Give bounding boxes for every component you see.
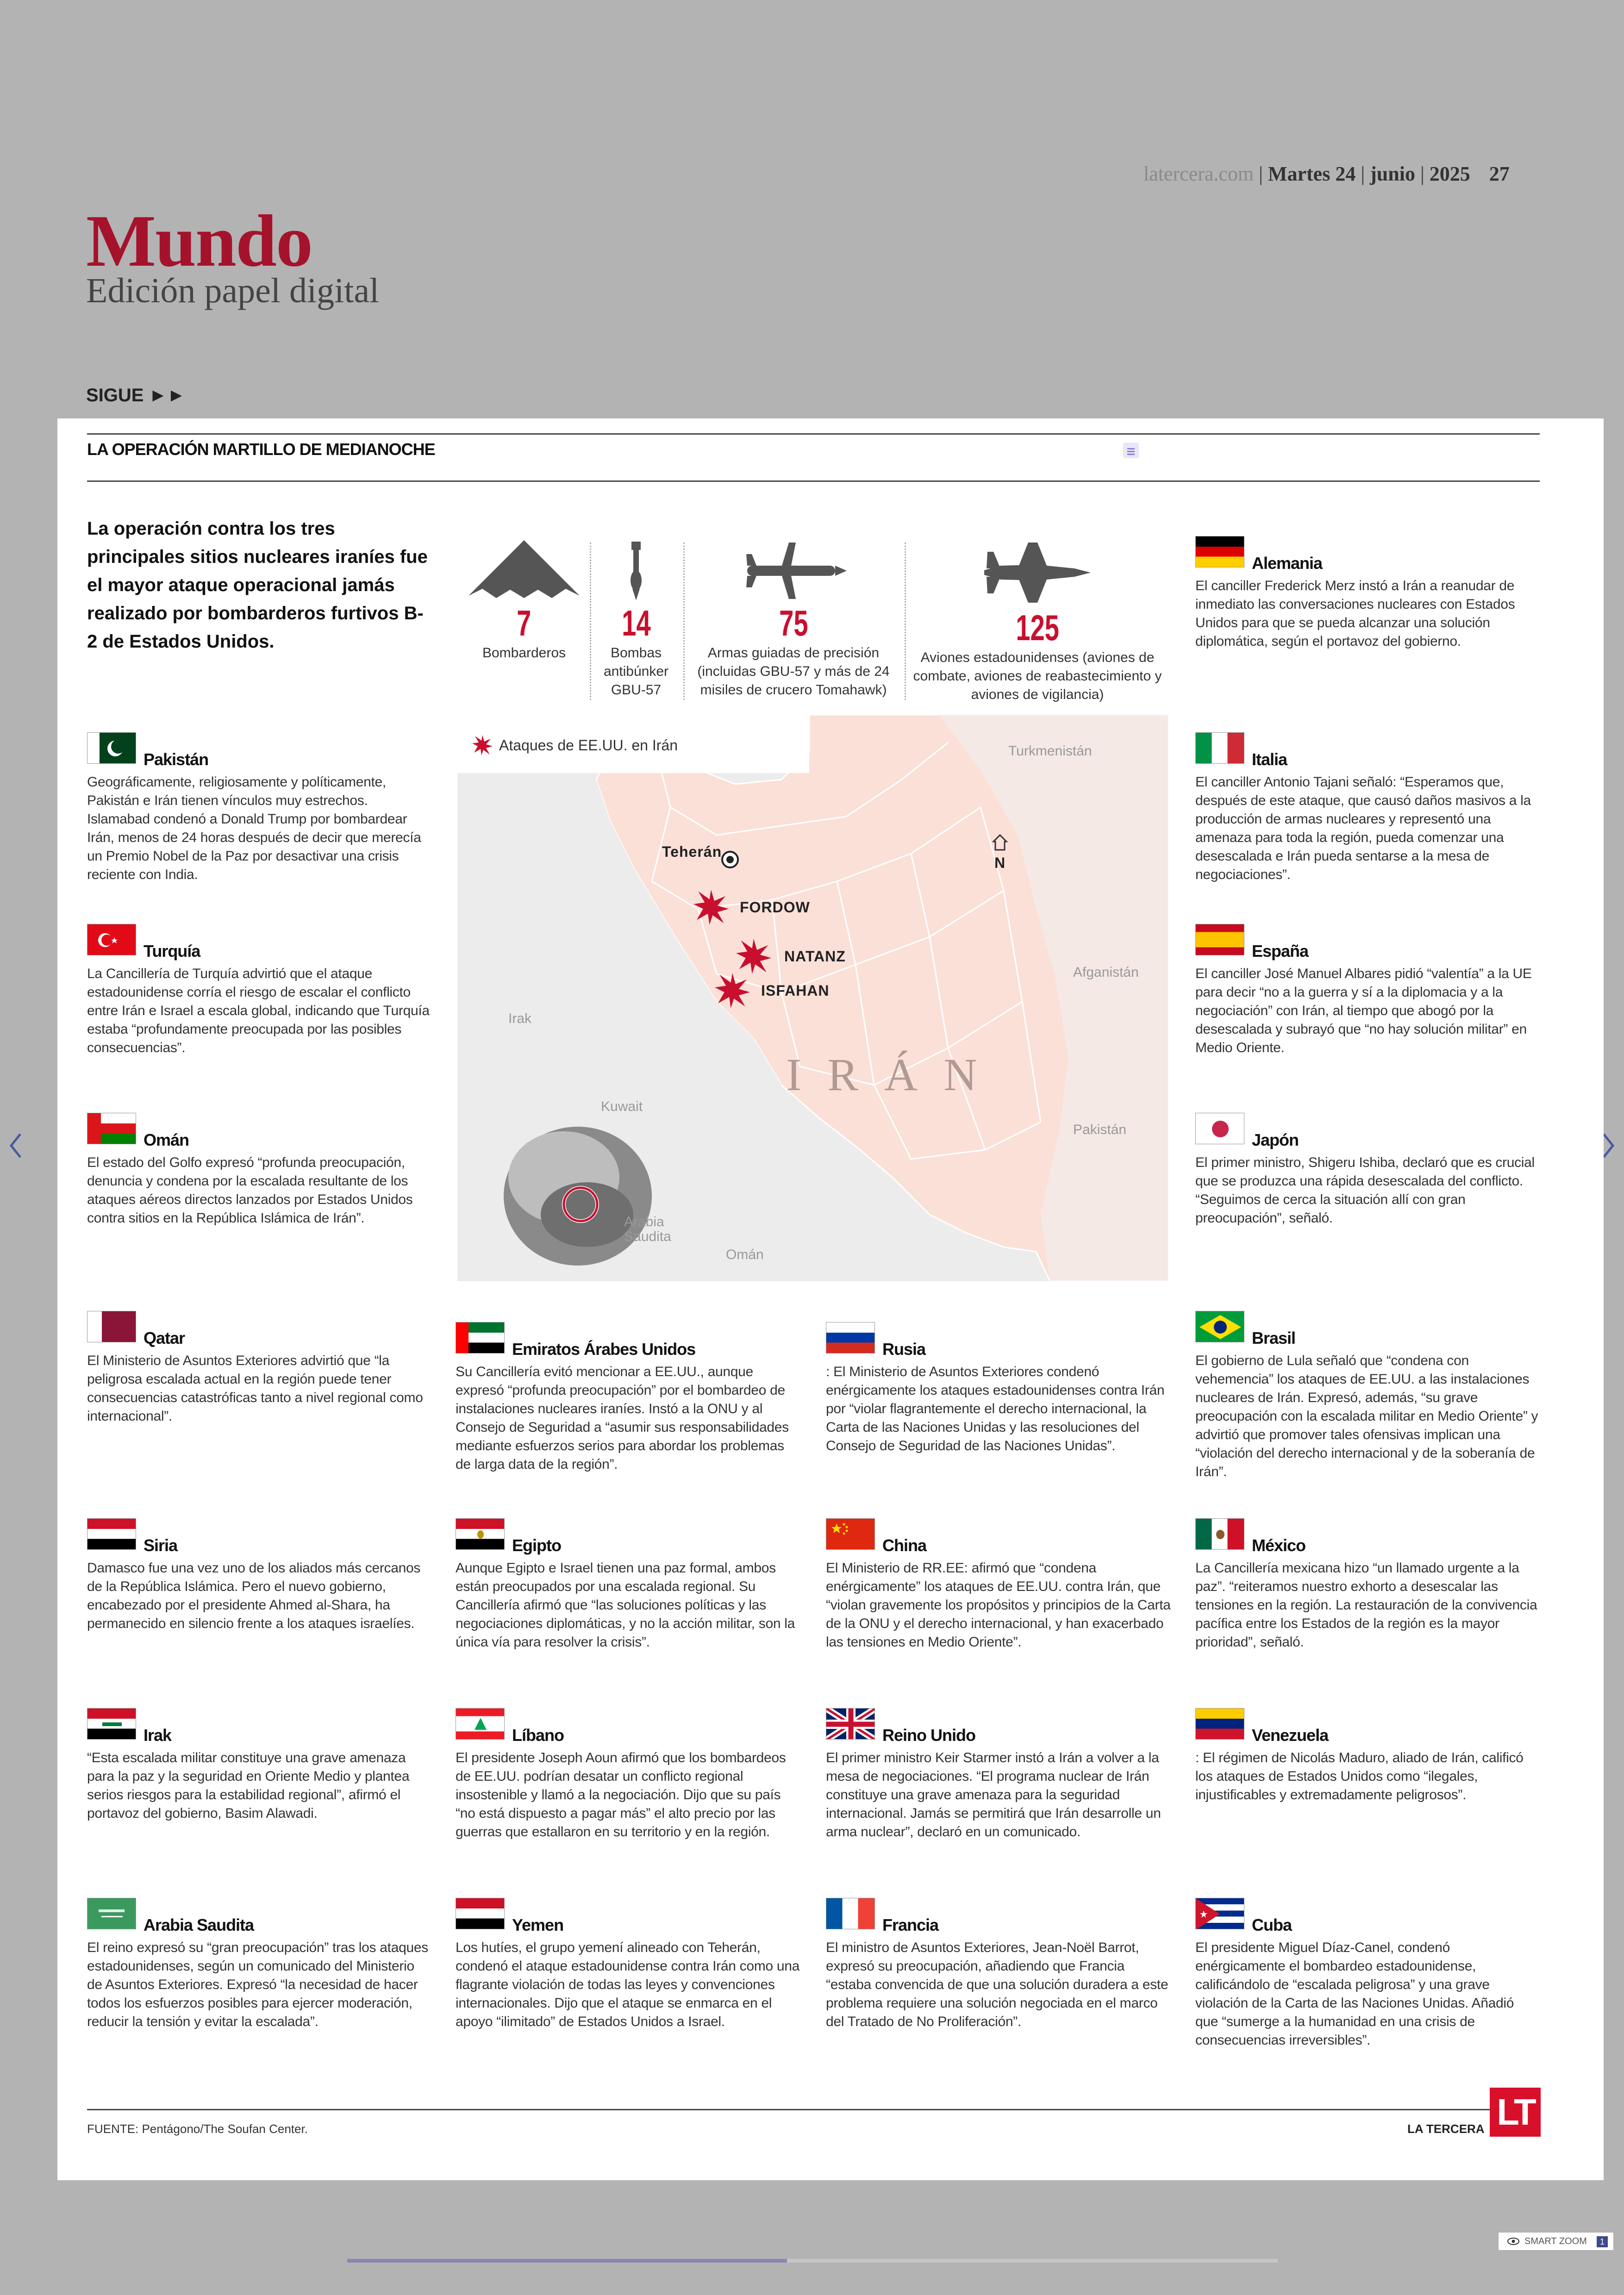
country-name: Reino Unido bbox=[882, 1726, 975, 1745]
date-month: junio bbox=[1370, 162, 1415, 185]
eye-icon bbox=[1507, 2237, 1520, 2245]
stealth-bomber-icon bbox=[466, 538, 582, 603]
spain-flag-icon bbox=[1195, 924, 1244, 955]
label-tehran: Teherán bbox=[662, 843, 722, 860]
masthead: latercera.com | Martes 24 | junio | 2025 27 bbox=[1143, 162, 1510, 185]
country-name: México bbox=[1252, 1536, 1306, 1555]
page-number: 27 bbox=[1489, 162, 1510, 185]
stat-value: 14 bbox=[621, 603, 651, 643]
section-title: Mundo bbox=[86, 200, 312, 282]
country-text: La Cancillería de Turquía advirtió que el ataque estadounidense corría el riesgo de escalar el conflicto entre Irán e Israel a escala global, indicando que Turquía estaba “profundamente preocupada por las posibles consecuencias”. bbox=[87, 966, 430, 1055]
top-rule bbox=[87, 433, 1540, 435]
saudi-flag-icon bbox=[87, 1898, 136, 1929]
qatar-flag-icon bbox=[87, 1311, 136, 1342]
iran-map bbox=[457, 715, 1168, 1281]
north-label: N bbox=[994, 854, 1006, 871]
country-text: El estado del Golfo expresó “profunda preocupación, denuncia y condena por la escalada resultante de los ataques aéreos directos lanzados por Estados Unidos contra sitios en la República Islámica de Irán”. bbox=[87, 1155, 413, 1226]
date-year: 2025 bbox=[1429, 162, 1470, 185]
country-text: El Ministerio de Asuntos Exteriores advirtió que “la peligrosa escalada actual en la región puede tener consecuencias catastróficas tanto a nivel regional como internacional”. bbox=[87, 1353, 423, 1424]
iraq-flag-icon bbox=[87, 1708, 136, 1740]
label-isfahan: ISFAHAN bbox=[761, 982, 830, 999]
country-name: Rusia bbox=[882, 1340, 926, 1359]
country-text: Aunque Egipto e Israel tienen una paz formal, ambos están preocupados por una escalada regional. Su Cancillería afirmó que “las soluciones políticas y las negociaciones diplomáticas, y no la acción militar, son la única vía para resolver la crisis”. bbox=[456, 1560, 795, 1650]
prev-page-icon[interactable] bbox=[6, 1129, 25, 1162]
label-natanz: NATANZ bbox=[784, 948, 846, 965]
label-kuwait: Kuwait bbox=[601, 1099, 643, 1114]
country-name: Japón bbox=[1252, 1130, 1299, 1149]
country-name: Pakistán bbox=[144, 750, 209, 769]
mexico-flag-icon bbox=[1195, 1518, 1244, 1550]
country-text: : El Ministerio de Asuntos Exteriores condenó enérgicamente los ataques estadounidenses contra Irán por “violar flagrantemente el derecho internacional, la Carta de las Naciones Unidas y las resoluciones del Consejo de Seguridad de las Naciones Unidas”. bbox=[826, 1364, 1165, 1453]
country-text: El canciller Frederick Merz instó a Irán a reanudar de inmediato las conversaciones nucleares con Estados Unidos para que se pueda alcanzar una solución diplomática, según el portavoz del gobierno. bbox=[1195, 578, 1515, 649]
country-text: La Cancillería mexicana hizo “un llamado urgente a la paz”. “reiteramos nuestro exhorto a desescalar las tensiones en la región. La restauración de la convivencia pacífica entre los Estados de la región es la mayor prioridad”, señaló. bbox=[1195, 1560, 1537, 1650]
country-name: España bbox=[1252, 942, 1309, 960]
attack-star-icon bbox=[715, 973, 750, 1008]
legend-label: Ataques de EE.UU. en Irán bbox=[499, 737, 678, 754]
footer-rule bbox=[87, 2109, 1522, 2110]
country-name: Qatar bbox=[144, 1328, 185, 1347]
map-legend bbox=[457, 715, 809, 773]
title-rule bbox=[87, 480, 1540, 482]
japan-flag-icon bbox=[1195, 1113, 1244, 1144]
turkey-flag-icon bbox=[87, 924, 136, 955]
country-text: Los hutíes, el grupo yemení alineado con Teherán, condenó el ataque estadounidense contra Irán como una flagrante violación de todas las leyes y convenciones internacionales. Dijo que el ataque se enmarca en el apoyo “ilimitado” de Estados Unidos a Israel. bbox=[456, 1940, 800, 2029]
country-text: El canciller Antonio Tajani señaló: “Esperamos que, después de este ataque, que causó daños masivos a la producción de armas nucleares y representó una amenaza para toda la región, pueda comenzar una desescalada e Irán pueda sentarse a la mesa de negociaciones”. bbox=[1195, 774, 1531, 882]
germany-flag-icon bbox=[1195, 536, 1244, 568]
china-flag-icon bbox=[826, 1518, 875, 1550]
country-name: Brasil bbox=[1252, 1328, 1296, 1347]
stat-divider bbox=[683, 543, 685, 700]
stat-value: 125 bbox=[1016, 607, 1059, 648]
label-saudi: Arabia Saudita bbox=[624, 1214, 671, 1244]
country-text: : El régimen de Nicolás Maduro, aliado de Irán, calificó los ataques de Estados Unidos como “ilegales, injustificables y extremadamente peligrosos”. bbox=[1195, 1750, 1524, 1802]
label-oman: Omán bbox=[726, 1247, 764, 1262]
stat-bombs bbox=[594, 538, 678, 699]
egypt-flag-icon bbox=[456, 1518, 505, 1550]
cruise-missile-icon bbox=[738, 538, 849, 603]
stat-aircraft bbox=[910, 538, 1165, 704]
country-name: Omán bbox=[144, 1130, 189, 1149]
venezuela-flag-icon bbox=[1195, 1708, 1244, 1740]
syria-flag-icon bbox=[87, 1518, 136, 1550]
label-fordow: FORDOW bbox=[740, 899, 810, 916]
note-icon[interactable] bbox=[1123, 443, 1139, 458]
country-name: Cuba bbox=[1252, 1915, 1292, 1934]
country-name: Irak bbox=[144, 1726, 172, 1745]
attack-star-icon bbox=[736, 939, 771, 974]
stat-label: Bombarderos bbox=[482, 645, 566, 661]
attack-star-icon bbox=[693, 890, 729, 925]
smart-zoom-label: SMART ZOOM bbox=[1524, 2236, 1587, 2246]
lebanon-flag-icon bbox=[456, 1708, 505, 1740]
country-name: Yemen bbox=[512, 1915, 564, 1934]
yemen-flag-icon bbox=[456, 1898, 505, 1929]
stat-label: Armas guiadas de precisión (incluidas GBU-57 y más de 24 misiles de crucero Tomahawk) bbox=[697, 645, 890, 698]
stat-divider bbox=[590, 543, 591, 700]
country-text: Geográficamente, religiosamente y políticamente, Pakistán e Irán tienen vínculos muy estrechos. Islamabad condenó a Donald Trump por bombardear Irán, menos de 24 horas después de decir que merecía un Premio Nobel de la Paz por desactivar una crisis reciente con India. bbox=[87, 774, 421, 882]
bunker-bomb-icon bbox=[622, 538, 650, 603]
country-text: El gobierno de Lula señaló que “condena con vehemencia” los ataques de EE.UU. a las instalaciones nucleares de Irán. Expresó, además, “su grave preocupación con la escalada militar en Medio Oriente” y advirtió que promover tales ofensivas implican una “violación del derecho internacional y de la soberanía de Irán”. bbox=[1195, 1353, 1538, 1479]
brazil-flag-icon bbox=[1195, 1311, 1244, 1342]
stat-label: Aviones estadounidenses (aviones de combate, aviones de reabastecimiento y aviones de vigilancia) bbox=[913, 650, 1162, 702]
russia-flag-icon bbox=[826, 1322, 875, 1353]
country-text: El reino expresó su “gran preocupación” tras los ataques estadounidenses, según un comunicado del Ministerio de Asuntos Exteriores. Expresó “la necesidad de hacer todos los esfuerzos posibles para ejercer moderación, reducir la tensión y evitar la escalada”. bbox=[87, 1940, 428, 2029]
country-text: El ministro de Asuntos Exteriores, Jean-Noël Barrot, expresó su preocupación, añadiendo que Francia “estaba convencida de que una solución duradera a este problema requiere una solución negociada en el marco del Tratado de No Proliferación”. bbox=[826, 1940, 1168, 2029]
section-subtitle: Edición papel digital bbox=[86, 271, 380, 310]
pakistan-flag-icon bbox=[87, 732, 136, 764]
country-name: Alemania bbox=[1252, 554, 1323, 573]
lead-paragraph: La operación contra los tres principales sitios nucleares iraníes fue el mayor ataque operacional jamás realizado por bombarderos furtivos B-2 de Estados Unidos. bbox=[87, 518, 428, 652]
cuba-flag-icon bbox=[1195, 1898, 1244, 1929]
page-progress-fill bbox=[347, 2259, 787, 2263]
country-text: “Esta escalada militar constituye una grave amenaza para la paz y la seguridad en Oriente Medio y plantea serios riesgos para la estabilidad regional”, afirmó el portavoz del gobierno, Basim Alawadi. bbox=[87, 1750, 410, 1821]
attack-star-icon bbox=[472, 735, 493, 755]
country-text: El primer ministro Keir Starmer instó a Irán a volver a la mesa de negociaciones. “El programa nuclear de Irán constituye una grave amenaza para la seguridad internacional. Jamás se permitirá que Irán desarrolle un arma nuclear”, declaró en un comunicado. bbox=[826, 1750, 1161, 1840]
source-note: FUENTE: Pentágono/The Soufan Center. bbox=[87, 2122, 308, 2136]
label-iran: IRÁN bbox=[786, 1049, 1003, 1100]
oman-flag-icon bbox=[87, 1113, 136, 1144]
country-name: Italia bbox=[1252, 750, 1287, 769]
country-name: Venezuela bbox=[1252, 1726, 1329, 1745]
capital-marker-icon bbox=[720, 850, 740, 869]
uae-flag-icon bbox=[456, 1322, 505, 1353]
country-name: Turquía bbox=[144, 942, 200, 960]
graphic-title: LA OPERACIÓN MARTILLO DE MEDIANOCHE bbox=[87, 440, 435, 459]
country-text: El Ministerio de RR.EE: afirmó que “condena enérgicamente” los ataques de EE.UU. contra Irán, que “violan gravemente los propósitos y principios de la Carta de la ONU y el derecho internacional, y han exacerbado las tensiones en Medio Oriente”. bbox=[826, 1560, 1171, 1650]
continue-label[interactable]: SIGUE ►► bbox=[86, 385, 186, 405]
infographic-sheet bbox=[57, 418, 1604, 2180]
page-progress-bar[interactable] bbox=[347, 2259, 1278, 2263]
italy-flag-icon bbox=[1195, 732, 1244, 764]
stat-value: 75 bbox=[779, 603, 808, 643]
stat-label: Bombas antibúnker GBU-57 bbox=[603, 645, 669, 698]
country-name: Egipto bbox=[512, 1536, 561, 1555]
smart-zoom-button[interactable] bbox=[1498, 2232, 1614, 2251]
north-arrow-icon bbox=[991, 833, 1009, 852]
page-badge: 1 bbox=[1597, 2236, 1608, 2247]
country-text: Damasco fue una vez uno de los aliados más cercanos de la República Islámica. Pero el nuevo gobierno, encabezado por el presidente Ahmed al-Shara, ha permanecido en silencio frente a los ataques israelíes. bbox=[87, 1560, 421, 1631]
stat-divider bbox=[905, 543, 906, 700]
label-pakistan: Pakistán bbox=[1073, 1122, 1127, 1137]
stat-weapons bbox=[687, 538, 900, 699]
label-afghanistan: Afganistán bbox=[1073, 965, 1139, 980]
fighter-jet-icon bbox=[982, 538, 1093, 607]
country-text: El canciller José Manuel Albares pidió “valentía” a la UE para decir “no a la guerra y sí a la diplomacia y a la negociación” con Irán, al tiempo que abogó por la desescalada y subrayó que “no hay solución militar” en Medio Oriente. bbox=[1195, 966, 1532, 1055]
stat-value: 7 bbox=[517, 603, 531, 643]
date-day: Martes 24 bbox=[1268, 162, 1356, 185]
country-text: Su Cancillería evitó mencionar a EE.UU., aunque expresó “profunda preocupación” por el bombardeo de instalaciones nucleares iraníes. Instó a la ONU y al Consejo de Seguridad a “asumir sus responsabilidades mediante esfuerzos serios para abordar los problemas de larga data de la región”. bbox=[456, 1364, 789, 1472]
label-iraq: Irak bbox=[508, 1011, 532, 1026]
country-name: Siria bbox=[144, 1536, 178, 1555]
stat-bombers bbox=[464, 538, 584, 662]
country-name: China bbox=[882, 1536, 927, 1555]
country-name: Francia bbox=[882, 1915, 939, 1934]
la-tercera-logo: LT bbox=[1490, 2088, 1541, 2137]
brand-name: LA TERCERA bbox=[1407, 2122, 1485, 2136]
country-name: Líbano bbox=[512, 1726, 564, 1745]
country-name: Arabia Saudita bbox=[144, 1915, 254, 1934]
site-name[interactable]: latercera.com bbox=[1143, 162, 1254, 185]
country-text: El presidente Miguel Díaz-Canel, condenó enérgicamente el bombardeo estadounidense, calificándolo de “escalada peligrosa” y una grave violación de la Carta de las Naciones Unidas. Añadió que “sumerge a la humanidad en una crisis de consecuencias irreversibles”. bbox=[1195, 1940, 1514, 2048]
country-name: Emiratos Árabes Unidos bbox=[512, 1340, 696, 1359]
france-flag-icon bbox=[826, 1898, 875, 1929]
country-text: El primer ministro, Shigeru Ishiba, declaró que es crucial que se produzca una rápida desescalada del conflicto. “Seguimos de cerca la situación allí con gran preocupación”, señaló. bbox=[1195, 1155, 1535, 1226]
uk-flag-icon bbox=[826, 1708, 875, 1740]
label-turkmenistan: Turkmenistán bbox=[1008, 743, 1092, 759]
country-text: El presidente Joseph Aoun afirmó que los bombardeos de EE.UU. podrían desatar un conflicto regional insostenible y llamó a la negociación. Dijo que su país “no está dispuesto a pagar más” el alto precio por las guerras que estallaron en su territorio y en la región. bbox=[456, 1750, 786, 1840]
